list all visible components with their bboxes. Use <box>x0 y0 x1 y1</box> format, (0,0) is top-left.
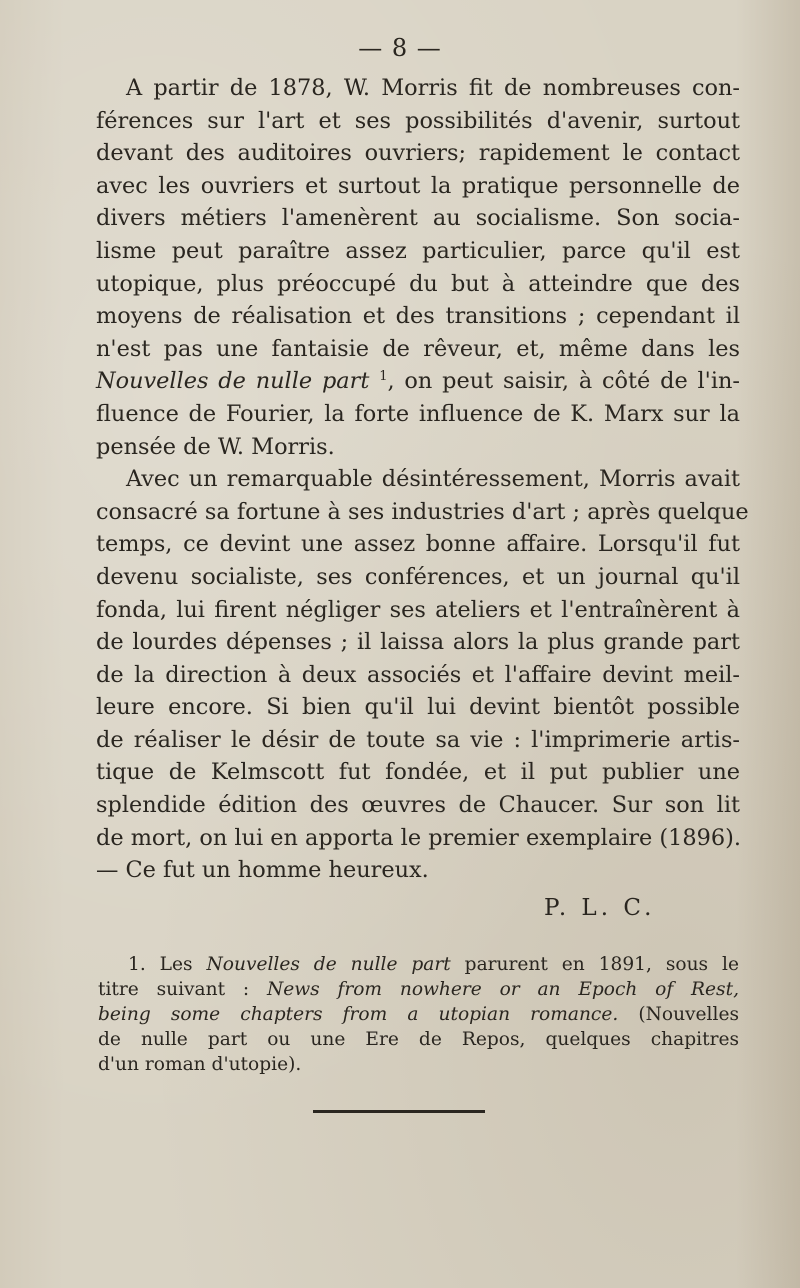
author-initials: P. L. C. <box>544 895 656 921</box>
footnote-line: titre suivant : News from nowhere or an Epoch of Rest, <box>98 979 739 1000</box>
text-line: utopique, plus préoccupé du but à atteindre que des <box>96 270 740 297</box>
text-line: splendide édition des œuvres de Chaucer. Sur son lit <box>96 792 740 819</box>
text-line: tique de Kelmscott fut fondée, et il put publier une <box>96 759 740 786</box>
book-title: Nouvelles de nulle part <box>96 368 370 395</box>
text-line: moyens de réalisation et des transitions ; cependant il <box>96 303 740 330</box>
main-text <box>96 72 749 887</box>
text-line: Avec un remarquable désintéressement, Morris avait <box>126 466 740 493</box>
text-line: férences sur l'art et ses possibilités d'avenir, surtout <box>96 107 740 134</box>
text-line: lisme peut paraître assez particulier, parce qu'il est <box>96 237 740 264</box>
text-line: — Ce fut un homme heureux. <box>96 857 429 884</box>
footnote-line: de nulle part ou une Ere de Repos, quelques chapitres <box>98 1029 739 1050</box>
footnote-line: 1. Les Nouvelles de nulle part parurent en 1891, sous le <box>128 954 739 975</box>
text-line: leure encore. Si bien qu'il lui devint bientôt possible <box>96 694 740 721</box>
page-number: — 8 — <box>358 34 442 62</box>
footnote-number: 1. <box>128 954 146 975</box>
text-line: pensée de W. Morris. <box>96 433 335 460</box>
text-line: de lourdes dépenses ; il laissa alors la plus grande part <box>96 629 740 656</box>
text-line: avec les ouvriers et surtout la pratique personnelle de <box>96 172 740 199</box>
text-line: A partir de 1878, W. Morris fit de nombreuses con- <box>126 75 740 101</box>
text-line: de mort, on lui en apporta le premier exemplaire (1896). <box>96 824 741 851</box>
text-line: consacré sa fortune à ses industries d'art ; après quelque <box>96 498 749 525</box>
text-line-with-footnote-ref: Nouvelles de nulle part $^1$, on peut saisir, à côté de l'in- <box>96 368 740 395</box>
text-line: devant des auditoires ouvriers; rapidement le contact <box>96 140 740 167</box>
text-line: fluence de Fourier, la forte influence de K. Marx sur la <box>96 400 740 427</box>
text-line: divers métiers l'amenèrent au socialisme. Son socia- <box>96 205 740 232</box>
text-line: de réaliser le désir de toute sa vie : l'imprimerie artis- <box>96 726 740 753</box>
end-rule <box>313 1110 485 1113</box>
text-line: n'est pas une fantaisie de rêveur, et, même dans les <box>96 335 740 362</box>
text-line: devenu socialiste, ses conférences, et un journal qu'il <box>96 563 740 590</box>
text-line: de la direction à deux associés et l'affaire devint meil- <box>96 661 740 688</box>
text-line: fonda, lui firent négliger ses ateliers et l'entraînèrent à <box>96 596 740 623</box>
footnote-line: d'un roman d'utopie). <box>98 1054 302 1075</box>
footnote <box>98 952 739 1077</box>
footnote-line: being some chapters from a utopian romance. (Nouvelles <box>98 1004 739 1025</box>
text-line: temps, ce devint une assez bonne affaire. Lorsqu'il fut <box>96 531 740 558</box>
footnote-reference: 1 <box>379 369 388 385</box>
